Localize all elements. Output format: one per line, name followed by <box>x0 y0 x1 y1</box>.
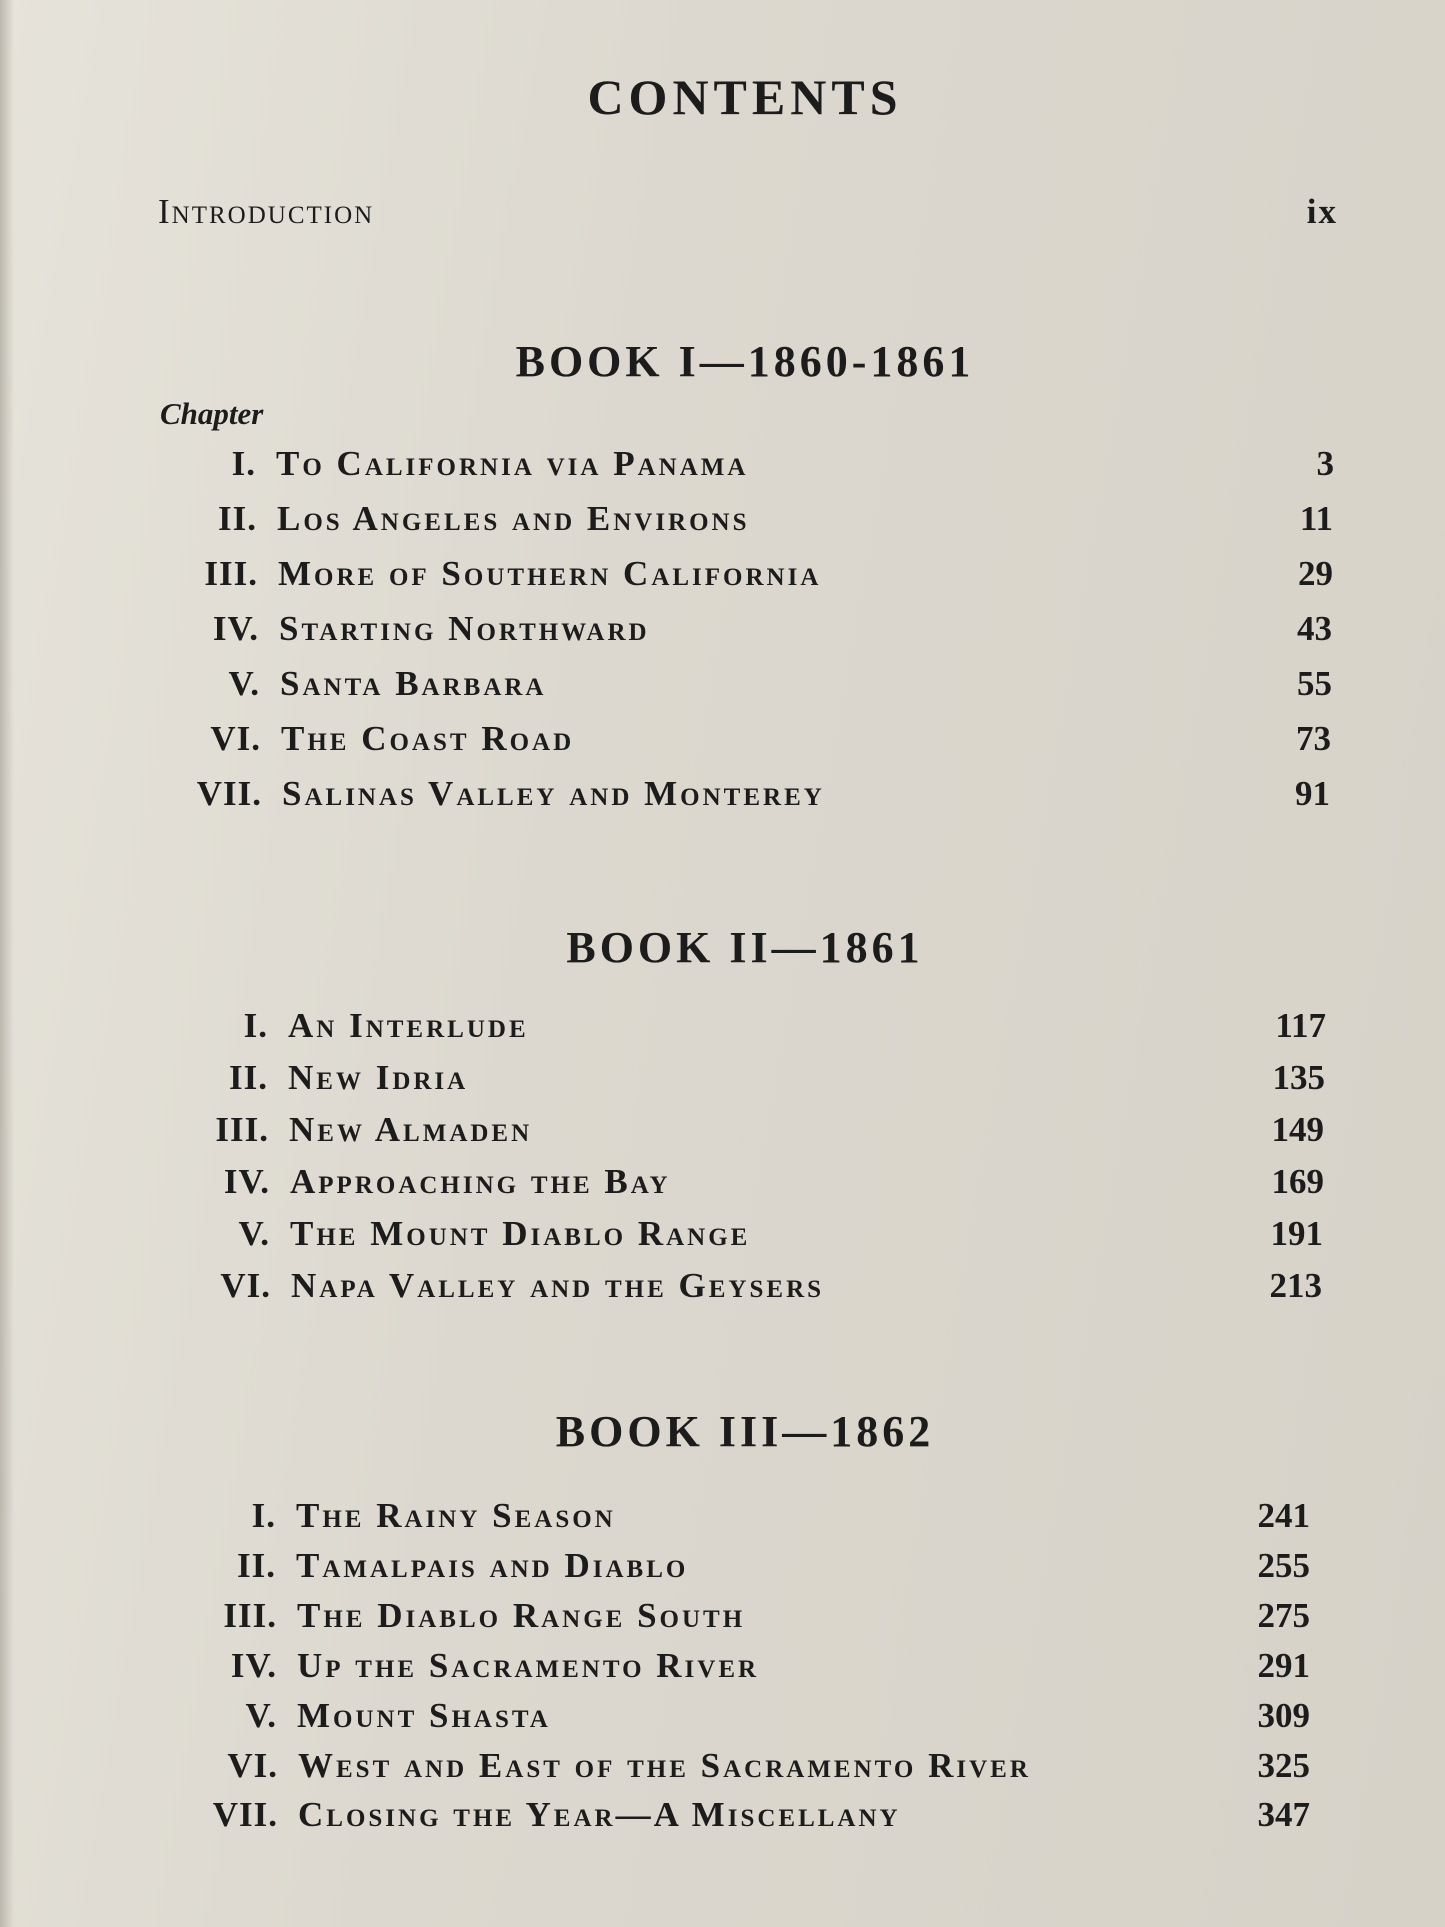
toc-entry <box>170 1214 1323 1258</box>
toc-entry <box>158 554 1333 598</box>
chapter-numeral: VII. <box>196 774 262 813</box>
chapter-numeral: VI. <box>220 1266 271 1305</box>
chapter-page-number: 29 <box>1298 554 1333 593</box>
chapter-numeral: IV. <box>230 1646 277 1685</box>
chapter-page-number: 169 <box>1271 1162 1324 1201</box>
chapter-title: Starting Northward <box>279 609 650 648</box>
toc-entry <box>177 1596 1310 1640</box>
chapter-page-number: 275 <box>1257 1596 1310 1635</box>
introduction-page-number: ix <box>1306 192 1338 231</box>
chapter-numeral: V. <box>238 1214 270 1253</box>
chapter-page-number: 91 <box>1295 774 1330 813</box>
chapter-page-number: 11 <box>1299 499 1333 538</box>
toc-entry <box>171 1266 1322 1310</box>
chapter-numeral: VII. <box>212 1795 278 1834</box>
chapter-page-number: 347 <box>1257 1795 1310 1834</box>
chapter-title: Up the Sacramento River <box>297 1646 760 1685</box>
toc-entry <box>159 609 1332 653</box>
page-title: CONTENTS <box>587 69 903 125</box>
toc-entry <box>156 444 1334 488</box>
chapter-title: Approaching the Bay <box>290 1162 671 1201</box>
chapter-title: The Diablo Range South <box>297 1596 746 1635</box>
chapter-title: Tamalpais and Diablo <box>296 1546 689 1585</box>
toc-entry <box>178 1746 1310 1790</box>
toc-entry <box>162 774 1330 818</box>
chapter-title: Santa Barbara <box>280 664 547 703</box>
chapter-numeral: I. <box>243 1006 268 1045</box>
book-heading-1: BOOK I—1860-1861 <box>515 337 975 386</box>
toc-entry <box>157 499 1333 543</box>
chapter-numeral: I. <box>231 444 256 483</box>
chapter-title: Closing the Year—A Miscellany <box>298 1795 901 1834</box>
toc-entry <box>168 1006 1326 1050</box>
chapter-numeral: III. <box>204 554 258 593</box>
toc-entry <box>176 1496 1310 1540</box>
toc-entry <box>178 1795 1310 1839</box>
book-heading-3: BOOK III—1862 <box>555 1407 935 1456</box>
chapter-page-number: 213 <box>1269 1266 1322 1305</box>
chapter-title: Mount Shasta <box>297 1696 551 1735</box>
chapter-title: To California via Panama <box>276 444 749 483</box>
chapter-numeral: IV. <box>212 609 259 648</box>
chapter-page-number: 309 <box>1257 1696 1310 1735</box>
chapter-page-number: 291 <box>1257 1646 1310 1685</box>
chapter-title: Napa Valley and the Geysers <box>291 1266 825 1305</box>
toc-entry <box>161 719 1331 763</box>
chapter-title: Salinas Valley and Monterey <box>282 774 825 813</box>
chapter-title: Los Angeles and Environs <box>277 499 750 538</box>
chapter-numeral: II. <box>237 1546 276 1585</box>
chapter-numeral: II. <box>229 1058 268 1097</box>
introduction-entry <box>158 192 1338 236</box>
chapter-title: The Mount Diablo Range <box>290 1214 751 1253</box>
toc-entry <box>160 664 1332 708</box>
chapter-page-number: 241 <box>1257 1496 1310 1535</box>
chapter-numeral: V. <box>245 1696 277 1735</box>
chapter-numeral: VI. <box>227 1746 278 1785</box>
chapter-title: The Rainy Season <box>296 1496 616 1535</box>
chapter-numeral: IV. <box>223 1162 270 1201</box>
chapter-title: New Idria <box>288 1058 469 1097</box>
chapter-page-number: 149 <box>1271 1110 1324 1149</box>
chapter-title: An Interlude <box>288 1006 529 1045</box>
chapter-label: Chapter <box>160 396 264 431</box>
chapter-numeral: I. <box>251 1496 276 1535</box>
chapter-page-number: 135 <box>1272 1058 1325 1097</box>
chapter-title: More of Southern California <box>278 554 822 593</box>
chapter-page-number: 325 <box>1257 1746 1310 1785</box>
toc-entry <box>177 1696 1310 1740</box>
chapter-numeral: VI. <box>210 719 261 758</box>
chapter-numeral: III. <box>223 1596 277 1635</box>
toc-entry <box>177 1646 1310 1690</box>
toc-entry <box>169 1110 1324 1154</box>
chapter-page-number: 191 <box>1270 1214 1323 1253</box>
chapter-numeral: V. <box>228 664 260 703</box>
chapter-page-number: 255 <box>1257 1546 1310 1585</box>
toc-entry <box>170 1162 1324 1206</box>
book-heading-2: BOOK II—1861 <box>566 923 924 972</box>
chapter-numeral: II. <box>218 499 257 538</box>
introduction-label: Introduction <box>158 192 375 231</box>
toc-entry <box>168 1058 1325 1102</box>
chapter-page-number: 55 <box>1297 664 1332 703</box>
chapter-title: New Almaden <box>289 1110 533 1149</box>
chapter-page-number: 43 <box>1297 609 1332 648</box>
chapter-title: The Coast Road <box>281 719 575 758</box>
toc-entry <box>176 1546 1310 1590</box>
chapter-page-number: 73 <box>1296 719 1331 758</box>
chapter-title: West and East of the Sacramento River <box>298 1746 1031 1785</box>
chapter-page-number: 117 <box>1275 1006 1326 1045</box>
chapter-page-number: 3 <box>1316 444 1334 483</box>
chapter-numeral: III. <box>215 1110 269 1149</box>
